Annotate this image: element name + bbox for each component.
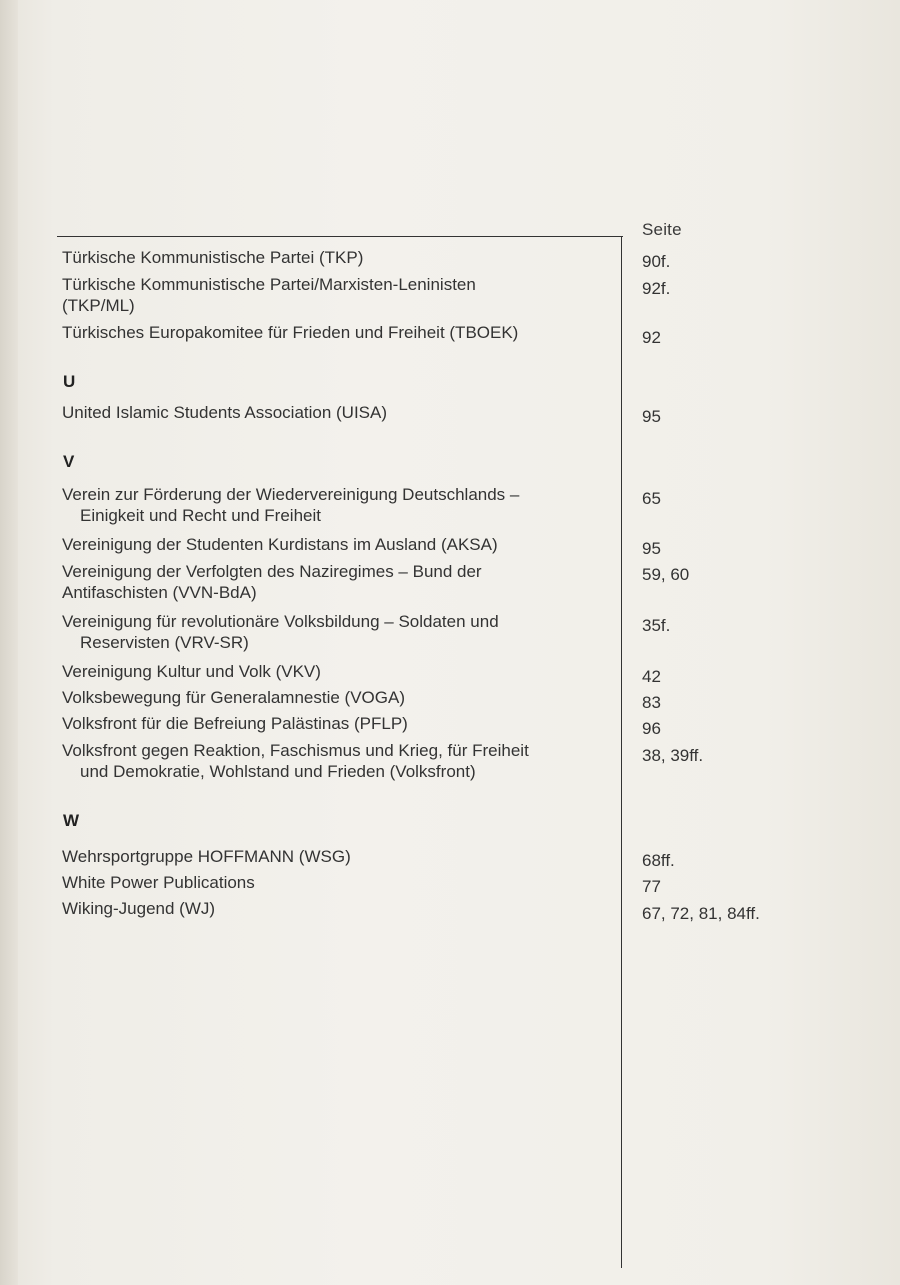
index-entry [62,402,387,423]
entry-name-continuation: Antifaschisten (VVN-BdA) [62,583,257,602]
entry-page-ref: 68ff. [642,851,675,870]
index-entry [62,898,215,919]
index-entry [62,846,351,867]
index-entry [62,611,499,653]
index-entry [62,274,476,316]
entry-page-ref: 90f. [642,252,671,271]
table-top-rule [57,236,623,237]
entry-name-line: Vereinigung der Studenten Kurdistans im Ausland (AKSA) [62,535,498,554]
section-letter-u: U [63,372,76,391]
index-entry [62,534,498,555]
index-entry [62,687,405,708]
section-letter-v: V [63,452,75,471]
entry-name-line: Wiking-Jugend (WJ) [62,899,216,918]
index-entry [62,661,321,682]
index-entry [62,561,482,603]
entry-name-continuation: (TKP/ML) [62,296,135,315]
entry-name-continuation: Einigkeit und Recht und Freiheit [80,506,321,525]
entry-name-line: Volksbewegung für Generalamnestie (VOGA) [62,688,406,707]
index-entry [62,872,255,893]
index-entry [62,322,518,343]
entry-name-line: Türkische Kommunistische Partei (TKP) [62,248,364,267]
section-letter-w: W [63,811,80,830]
entry-name-line: United Islamic Students Association (UISA) [62,403,388,422]
entry-name-line: Vereinigung für revolutionäre Volksbildung – Soldaten und [62,612,499,631]
entry-name-line: Volksfront gegen Reaktion, Faschismus und Krieg, für Freiheit [62,741,529,760]
index-entry [62,484,519,526]
entry-page-ref: 95 [642,539,661,558]
index-entry [62,247,363,268]
entry-page-ref: 59, 60 [642,565,690,584]
entry-name-line: Wehrsportgruppe HOFFMANN (WSG) [62,847,351,866]
page-column-divider [621,236,622,1268]
entry-page-ref: 92f. [642,279,671,298]
entry-page-ref: 38, 39ff. [642,746,704,765]
entry-page-ref: 96 [642,719,661,738]
entry-page-ref: 65 [642,489,661,508]
entry-page-ref: 77 [642,877,661,896]
entry-name-continuation: Reservisten (VRV-SR) [80,633,249,652]
entry-name-line: Vereinigung Kultur und Volk (VKV) [62,662,321,681]
entry-page-ref: 42 [642,667,661,686]
entry-name-line: Türkische Kommunistische Partei/Marxisten-Leninisten [62,275,476,294]
entry-name-line: Verein zur Förderung der Wiedervereinigung Deutschlands – [62,485,520,504]
entry-page-ref: 35f. [642,616,671,635]
entry-name-line: Volksfront für die Befreiung Palästinas (PFLP) [62,714,408,733]
entry-name-line: Vereinigung der Verfolgten des Naziregimes – Bund der [62,562,482,581]
page-edge-shadow [0,0,18,1285]
entry-page-ref: 67, 72, 81, 84ff. [642,904,760,923]
entry-page-ref: 92 [642,328,661,347]
entry-page-ref: 83 [642,693,661,712]
entry-page-ref: 95 [642,407,661,426]
entry-name-continuation: und Demokratie, Wohlstand und Frieden (Volksfront) [80,762,476,781]
index-entry [62,713,408,734]
entry-name-line: White Power Publications [62,873,255,892]
index-entry [62,740,529,782]
entry-name-line: Türkisches Europakomitee für Frieden und Freiheit (TBOEK) [62,323,519,342]
page-column-header: Seite [642,220,682,239]
